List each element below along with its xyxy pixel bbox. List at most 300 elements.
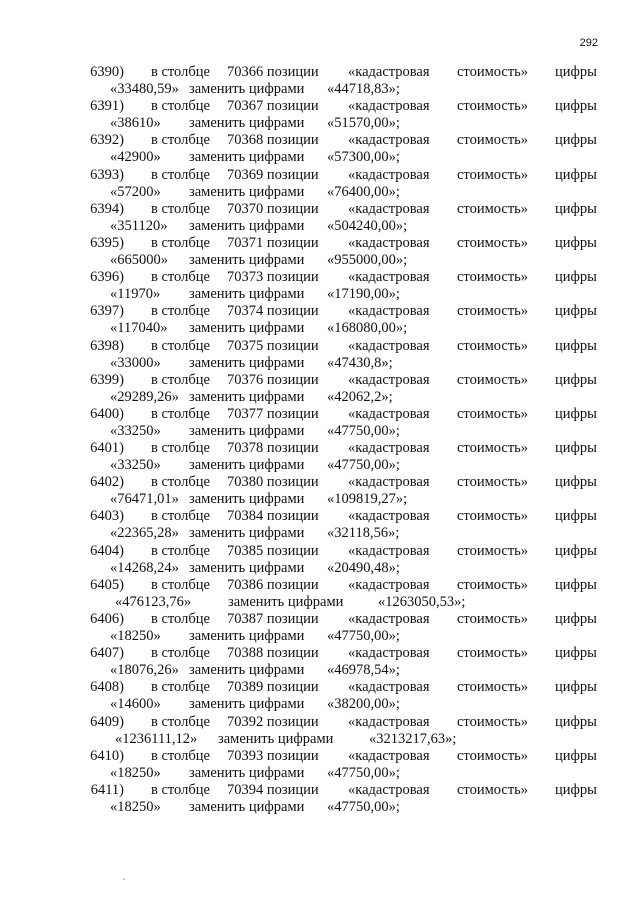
position-word: позиции	[266, 337, 319, 354]
column-code-number: 70374	[227, 303, 264, 320]
in-column-text: в столбце	[151, 576, 210, 593]
column-code	[227, 269, 319, 286]
kadastr-word: «кадастровая	[348, 98, 430, 115]
kadastr-word: «кадастровая	[348, 371, 430, 388]
entry-number: 6407)	[90, 645, 124, 662]
replace-text: заменить цифрами	[218, 730, 334, 747]
column-code-number: 70388	[227, 645, 264, 662]
entry-line-1	[0, 98, 640, 115]
entry-line-1	[0, 577, 640, 594]
in-column-text: в столбце	[151, 303, 210, 320]
cifry-word: цифры	[555, 371, 597, 388]
stoimost-word: стоимость»	[457, 747, 529, 764]
entry-line-2	[0, 184, 640, 201]
amendment-entry	[0, 679, 640, 713]
amendment-entry	[0, 645, 640, 679]
entry-line-1	[0, 748, 640, 765]
column-code-number: 70387	[227, 611, 264, 627]
column-code-number: 70392	[227, 713, 264, 730]
new-value: «47750,00»;	[327, 422, 400, 439]
new-value: «47750,00»;	[327, 457, 400, 474]
kadastr-word: «кадастровая	[348, 713, 430, 730]
entry-number: 6408)	[90, 679, 124, 696]
replace-text: заменить цифрами	[189, 251, 305, 268]
column-code-number: 70380	[227, 474, 264, 491]
column-code-number: 70366	[227, 64, 264, 80]
in-column-text: в столбце	[151, 132, 210, 149]
replace-text: заменить цифрами	[189, 457, 305, 474]
entry-number: 6398)	[90, 337, 124, 354]
entry-line-1	[0, 474, 640, 491]
amendment-entry	[0, 406, 640, 440]
entry-line-2	[0, 457, 640, 474]
entry-line-2	[0, 355, 640, 372]
kadastr-word: «кадастровая	[348, 679, 430, 696]
cifry-word: цифры	[555, 474, 597, 491]
column-code	[227, 508, 319, 525]
entry-line-2	[0, 560, 640, 577]
entry-number: 6397)	[90, 303, 124, 320]
entry-line-2	[0, 765, 640, 782]
kadastr-word: «кадастровая	[348, 542, 430, 559]
new-value: «46978,54»;	[327, 662, 400, 679]
entry-number: 6393)	[90, 166, 124, 183]
old-value: «18250»	[110, 764, 161, 781]
new-value: «38200,00»;	[327, 696, 400, 713]
position-word: позиции	[266, 747, 319, 764]
replace-text: заменить цифрами	[189, 183, 305, 200]
column-code-number: 70385	[227, 542, 264, 559]
entry-number: 6411)	[90, 781, 124, 798]
position-word: позиции	[266, 542, 319, 559]
in-column-text: в столбце	[151, 371, 210, 388]
stoimost-word: стоимость»	[457, 440, 529, 457]
column-code	[227, 577, 319, 594]
position-word: позиции	[266, 405, 319, 422]
column-code	[227, 645, 319, 662]
stoimost-word: стоимость»	[457, 576, 529, 593]
entry-line-1	[0, 372, 640, 389]
replace-text: заменить цифрами	[189, 149, 305, 166]
kadastr-word: «кадастровая	[348, 166, 430, 183]
old-value: «22365,28»	[110, 525, 179, 542]
entry-number: 6401)	[90, 440, 124, 457]
new-value: «51570,00»;	[327, 115, 400, 132]
entry-line-2	[0, 731, 640, 748]
entry-line-2	[0, 252, 640, 269]
entry-line-1	[0, 132, 640, 149]
amendment-entry	[0, 508, 640, 542]
entry-line-2	[0, 320, 640, 337]
entry-line-1	[0, 679, 640, 696]
kadastr-word: «кадастровая	[348, 611, 430, 627]
cifry-word: цифры	[555, 611, 597, 627]
amendment-entry	[0, 440, 640, 474]
entry-line-2	[0, 149, 640, 166]
entry-line-2	[0, 662, 640, 679]
cifry-word: цифры	[555, 508, 597, 525]
entry-line-1	[0, 303, 640, 320]
entry-line-1	[0, 406, 640, 423]
replace-text: заменить цифрами	[228, 593, 344, 610]
position-word: позиции	[266, 781, 319, 798]
in-column-text: в столбце	[151, 98, 210, 115]
entry-line-2	[0, 491, 640, 508]
amendment-entry	[0, 201, 640, 235]
column-code	[227, 372, 319, 389]
entry-line-2	[0, 389, 640, 406]
cifry-word: цифры	[555, 405, 597, 422]
position-word: позиции	[266, 713, 319, 730]
replace-text: заменить цифрами	[189, 81, 305, 97]
position-word: позиции	[266, 98, 319, 115]
amendment-entry	[0, 611, 640, 645]
new-value: «20490,48»;	[327, 559, 400, 576]
replace-text: заменить цифрами	[189, 286, 305, 303]
kadastr-word: «кадастровая	[348, 440, 430, 457]
cifry-word: цифры	[555, 303, 597, 320]
kadastr-word: «кадастровая	[348, 508, 430, 525]
kadastr-word: «кадастровая	[348, 303, 430, 320]
amendment-entry	[0, 782, 640, 816]
amendment-entry	[0, 748, 640, 782]
old-value: «351120»	[110, 217, 168, 234]
entry-line-1	[0, 543, 640, 560]
new-value: «76400,00»;	[327, 183, 400, 200]
column-code	[227, 235, 319, 252]
in-column-text: в столбце	[151, 611, 210, 627]
column-code	[227, 543, 319, 560]
entry-line-1	[0, 508, 640, 525]
entry-number: 6394)	[90, 200, 124, 217]
entry-line-1	[0, 64, 640, 81]
stoimost-word: стоимость»	[457, 98, 529, 115]
new-value: «47750,00»;	[327, 628, 400, 644]
stoimost-word: стоимость»	[457, 645, 529, 662]
entry-number: 6409)	[90, 713, 124, 730]
column-code	[227, 714, 319, 731]
cifry-word: цифры	[555, 645, 597, 662]
in-column-text: в столбце	[151, 747, 210, 764]
position-word: позиции	[266, 474, 319, 491]
kadastr-word: «кадастровая	[348, 132, 430, 149]
amendment-entry	[0, 64, 640, 98]
position-word: позиции	[266, 303, 319, 320]
column-code	[227, 748, 319, 765]
amendment-entry	[0, 577, 640, 611]
column-code-number: 70376	[227, 371, 264, 388]
amendment-entry	[0, 303, 640, 337]
in-column-text: в столбце	[151, 337, 210, 354]
position-word: позиции	[266, 508, 319, 525]
stoimost-word: стоимость»	[457, 269, 529, 286]
entry-number: 6403)	[90, 508, 124, 525]
in-column-text: в столбце	[151, 440, 210, 457]
column-code	[227, 611, 319, 628]
replace-text: заменить цифрами	[189, 662, 305, 679]
old-value: «117040»	[110, 320, 168, 337]
kadastr-word: «кадастровая	[348, 234, 430, 251]
column-code	[227, 338, 319, 355]
cifry-word: цифры	[555, 234, 597, 251]
column-code-number: 70367	[227, 98, 264, 115]
entry-line-1	[0, 269, 640, 286]
in-column-text: в столбце	[151, 64, 210, 80]
page-number: 292	[579, 37, 598, 49]
entry-number: 6395)	[90, 234, 124, 251]
entry-number: 6405)	[90, 576, 124, 593]
stoimost-word: стоимость»	[457, 166, 529, 183]
cifry-word: цифры	[555, 576, 597, 593]
entry-line-1	[0, 611, 640, 628]
stoimost-word: стоимость»	[457, 713, 529, 730]
kadastr-word: «кадастровая	[348, 747, 430, 764]
replace-text: заменить цифрами	[189, 798, 305, 815]
stoimost-word: стоимость»	[457, 303, 529, 320]
new-value: «168080,00»;	[327, 320, 408, 337]
in-column-text: в столбце	[151, 645, 210, 662]
amendment-entry	[0, 372, 640, 406]
cifry-word: цифры	[555, 98, 597, 115]
stoimost-word: стоимость»	[457, 234, 529, 251]
column-code-number: 70393	[227, 747, 264, 764]
column-code-number: 70389	[227, 679, 264, 696]
cifry-word: цифры	[555, 713, 597, 730]
in-column-text: в столбце	[151, 474, 210, 491]
in-column-text: в столбце	[151, 542, 210, 559]
in-column-text: в столбце	[151, 781, 210, 798]
replace-text: заменить цифрами	[189, 354, 305, 371]
cifry-word: цифры	[555, 542, 597, 559]
cifry-word: цифры	[555, 132, 597, 149]
in-column-text: в столбце	[151, 234, 210, 251]
cifry-word: цифры	[555, 440, 597, 457]
kadastr-word: «кадастровая	[348, 64, 430, 80]
new-value: «44718,83»;	[327, 81, 400, 97]
old-value: «14268,24»	[110, 559, 179, 576]
entry-line-2	[0, 286, 640, 303]
old-value: «76471,01»	[110, 491, 179, 508]
column-code	[227, 98, 319, 115]
column-code	[227, 679, 319, 696]
old-value: «29289,26»	[110, 388, 179, 405]
amendment-entry	[0, 269, 640, 303]
entry-line-1	[0, 645, 640, 662]
in-column-text: в столбце	[151, 713, 210, 730]
in-column-text: в столбце	[151, 166, 210, 183]
amendment-entry	[0, 338, 640, 372]
column-code-number: 70371	[227, 234, 264, 251]
new-value: «109819,27»;	[327, 491, 408, 508]
position-word: позиции	[266, 371, 319, 388]
entry-number: 6406)	[90, 611, 124, 627]
column-code-number: 70373	[227, 269, 264, 286]
replace-text: заменить цифрами	[189, 491, 305, 508]
replace-text: заменить цифрами	[189, 628, 305, 644]
entry-number: 6404)	[90, 542, 124, 559]
column-code	[227, 167, 319, 184]
column-code-number: 70375	[227, 337, 264, 354]
new-value: «17190,00»;	[327, 286, 400, 303]
kadastr-word: «кадастровая	[348, 474, 430, 491]
cifry-word: цифры	[555, 64, 597, 80]
stoimost-word: стоимость»	[457, 679, 529, 696]
column-code	[227, 303, 319, 320]
entry-line-2	[0, 423, 640, 440]
position-word: позиции	[266, 64, 319, 80]
new-value: «42062,2»;	[327, 388, 393, 405]
new-value: «504240,00»;	[327, 217, 408, 234]
in-column-text: в столбце	[151, 679, 210, 696]
stoimost-word: стоимость»	[457, 508, 529, 525]
position-word: позиции	[266, 611, 319, 627]
amendment-entry	[0, 543, 640, 577]
cifry-word: цифры	[555, 166, 597, 183]
kadastr-word: «кадастровая	[348, 781, 430, 798]
stoimost-word: стоимость»	[457, 64, 529, 80]
new-value: «57300,00»;	[327, 149, 400, 166]
kadastr-word: «кадастровая	[348, 645, 430, 662]
cifry-word: цифры	[555, 747, 597, 764]
replace-text: заменить цифрами	[189, 422, 305, 439]
column-code-number: 70378	[227, 440, 264, 457]
replace-text: заменить цифрами	[189, 525, 305, 542]
replace-text: заменить цифрами	[189, 764, 305, 781]
entry-number: 6402)	[90, 474, 124, 491]
column-code	[227, 782, 319, 799]
new-value: «3213217,63»;	[369, 730, 457, 747]
cifry-word: цифры	[555, 269, 597, 286]
stoimost-word: стоимость»	[457, 371, 529, 388]
old-value: «665000»	[110, 251, 168, 268]
entry-line-1	[0, 714, 640, 731]
column-code-number: 70377	[227, 405, 264, 422]
new-value: «32118,56»;	[327, 525, 400, 542]
in-column-text: в столбце	[151, 269, 210, 286]
entry-number: 6410)	[90, 747, 124, 764]
replace-text: заменить цифрами	[189, 388, 305, 405]
new-value: «47750,00»;	[327, 764, 400, 781]
amendment-list	[0, 64, 640, 816]
stoimost-word: стоимость»	[457, 474, 529, 491]
position-word: позиции	[266, 132, 319, 149]
entry-line-1	[0, 201, 640, 218]
replace-text: заменить цифрами	[189, 115, 305, 132]
stoimost-word: стоимость»	[457, 405, 529, 422]
kadastr-word: «кадастровая	[348, 337, 430, 354]
scan-speck	[123, 878, 125, 880]
cifry-word: цифры	[555, 337, 597, 354]
column-code	[227, 406, 319, 423]
column-code-number: 70368	[227, 132, 264, 149]
replace-text: заменить цифрами	[189, 320, 305, 337]
entry-line-1	[0, 440, 640, 457]
old-value: «38610»	[110, 115, 161, 132]
old-value: «18076,26»	[110, 662, 179, 679]
kadastr-word: «кадастровая	[348, 269, 430, 286]
position-word: позиции	[266, 576, 319, 593]
position-word: позиции	[266, 234, 319, 251]
replace-text: заменить цифрами	[189, 217, 305, 234]
old-value: «476123,76»	[115, 593, 192, 610]
position-word: позиции	[266, 166, 319, 183]
entry-line-1	[0, 167, 640, 184]
old-value: «33250»	[110, 422, 161, 439]
column-code	[227, 440, 319, 457]
column-code	[227, 474, 319, 491]
old-value: «18250»	[110, 798, 161, 815]
in-column-text: в столбце	[151, 200, 210, 217]
entry-line-1	[0, 235, 640, 252]
entry-line-2	[0, 218, 640, 235]
old-value: «57200»	[110, 183, 161, 200]
replace-text: заменить цифрами	[189, 559, 305, 576]
entry-number: 6391)	[90, 98, 124, 115]
stoimost-word: стоимость»	[457, 781, 529, 798]
column-code	[227, 64, 319, 81]
new-value: «1263050,53»;	[378, 593, 466, 610]
old-value: «11970»	[110, 286, 161, 303]
old-value: «1236111,12»	[115, 730, 198, 747]
old-value: «33480,59»	[110, 81, 179, 97]
amendment-entry	[0, 714, 640, 748]
entry-line-2	[0, 696, 640, 713]
replace-text: заменить цифрами	[189, 696, 305, 713]
position-word: позиции	[266, 679, 319, 696]
amendment-entry	[0, 474, 640, 508]
amendment-entry	[0, 98, 640, 132]
position-word: позиции	[266, 200, 319, 217]
entry-line-2	[0, 628, 640, 645]
entry-line-2	[0, 594, 640, 611]
old-value: «42900»	[110, 149, 161, 166]
new-value: «47750,00»;	[327, 798, 400, 815]
new-value: «47430,8»;	[327, 354, 393, 371]
stoimost-word: стоимость»	[457, 200, 529, 217]
kadastr-word: «кадастровая	[348, 576, 430, 593]
position-word: позиции	[266, 645, 319, 662]
old-value: «33250»	[110, 457, 161, 474]
position-word: позиции	[266, 269, 319, 286]
new-value: «955000,00»;	[327, 251, 408, 268]
amendment-entry	[0, 235, 640, 269]
cifry-word: цифры	[555, 679, 597, 696]
column-code-number: 70394	[227, 781, 264, 798]
entry-line-1	[0, 338, 640, 355]
kadastr-word: «кадастровая	[348, 200, 430, 217]
entry-number: 6396)	[90, 269, 124, 286]
column-code-number: 70384	[227, 508, 264, 525]
entry-number: 6392)	[90, 132, 124, 149]
column-code-number: 70370	[227, 200, 264, 217]
entry-number: 6400)	[90, 405, 124, 422]
cifry-word: цифры	[555, 781, 597, 798]
amendment-entry	[0, 132, 640, 166]
entry-number: 6399)	[90, 371, 124, 388]
entry-line-2	[0, 81, 640, 98]
column-code-number: 70369	[227, 166, 264, 183]
kadastr-word: «кадастровая	[348, 405, 430, 422]
entry-line-1	[0, 782, 640, 799]
stoimost-word: стоимость»	[457, 337, 529, 354]
entry-line-2	[0, 799, 640, 816]
entry-line-2	[0, 525, 640, 542]
old-value: «18250»	[110, 628, 161, 644]
cifry-word: цифры	[555, 200, 597, 217]
in-column-text: в столбце	[151, 405, 210, 422]
old-value: «33000»	[110, 354, 161, 371]
stoimost-word: стоимость»	[457, 542, 529, 559]
